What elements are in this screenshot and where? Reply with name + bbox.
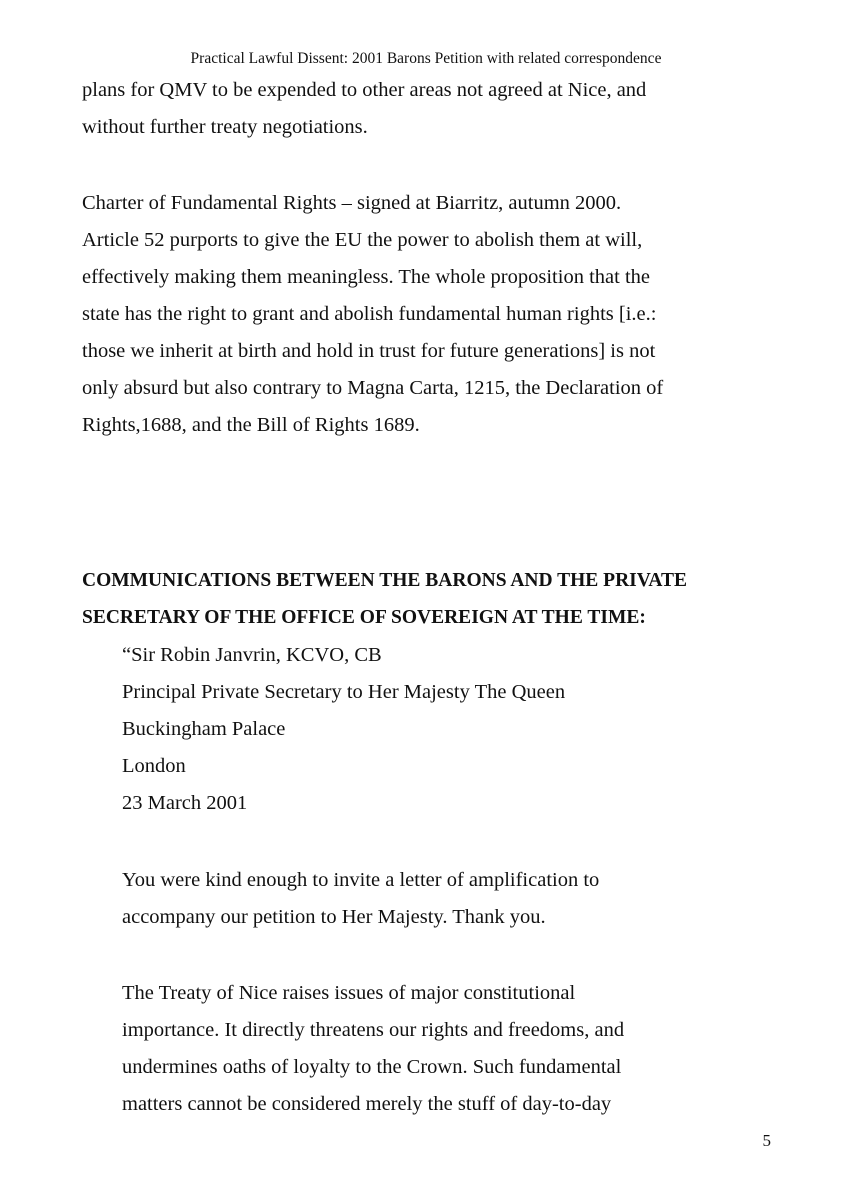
text-line: Charter of Fundamental Rights – signed at Biarritz, autumn 2000. — [82, 192, 622, 214]
text-line: accompany our petition to Her Majesty. Thank you. — [122, 906, 546, 928]
text-line: The Treaty of Nice raises issues of major constitutional — [122, 982, 576, 1004]
text-line: plans for QMV to be expended to other areas not agreed at Nice, and — [82, 79, 647, 101]
paragraph-charter — [82, 185, 772, 444]
text-line: Rights,1688, and the Bill of Rights 1689. — [82, 414, 420, 436]
text-line: without further treaty negotiations. — [82, 116, 368, 138]
running-header: Practical Lawful Dissent: 2001 Barons Petition with related correspondence — [190, 50, 662, 67]
text-line: undermines oaths of loyalty to the Crown. Such fundamental — [122, 1056, 622, 1078]
address-title: Principal Private Secretary to Her Majesty The Queen — [122, 681, 566, 703]
text-line: effectively making them meaningless. The whole proposition that the — [82, 266, 650, 288]
address-city: London — [122, 755, 186, 777]
letter-date: 23 March 2001 — [122, 792, 248, 814]
heading-line: COMMUNICATIONS BETWEEN THE BARONS AND THE PRIVATE — [82, 570, 687, 591]
letter-paragraph-1 — [122, 862, 772, 936]
text-line: importance. It directly threatens our rights and freedoms, and — [122, 1019, 625, 1041]
letter-paragraph-2 — [122, 975, 772, 1123]
text-line: only absurd but also contrary to Magna Carta, 1215, the Declaration of — [82, 377, 664, 399]
address-recipient: “Sir Robin Janvrin, KCVO, CB — [122, 644, 382, 666]
page-number: 5 — [762, 1131, 771, 1150]
section-heading — [82, 562, 772, 636]
letter-address — [122, 637, 772, 822]
text-line: those we inherit at birth and hold in trust for future generations] is not — [82, 340, 656, 362]
heading-line: SECRETARY OF THE OFFICE OF SOVEREIGN AT THE TIME: — [82, 607, 646, 628]
paragraph-qmv — [82, 72, 772, 146]
address-location: Buckingham Palace — [122, 718, 286, 740]
text-line: state has the right to grant and abolish fundamental human rights [i.e.: — [82, 303, 657, 325]
text-line: Article 52 purports to give the EU the power to abolish them at will, — [82, 229, 643, 251]
text-line: You were kind enough to invite a letter of amplification to — [122, 869, 600, 891]
text-line: matters cannot be considered merely the stuff of day-to-day — [122, 1093, 612, 1115]
